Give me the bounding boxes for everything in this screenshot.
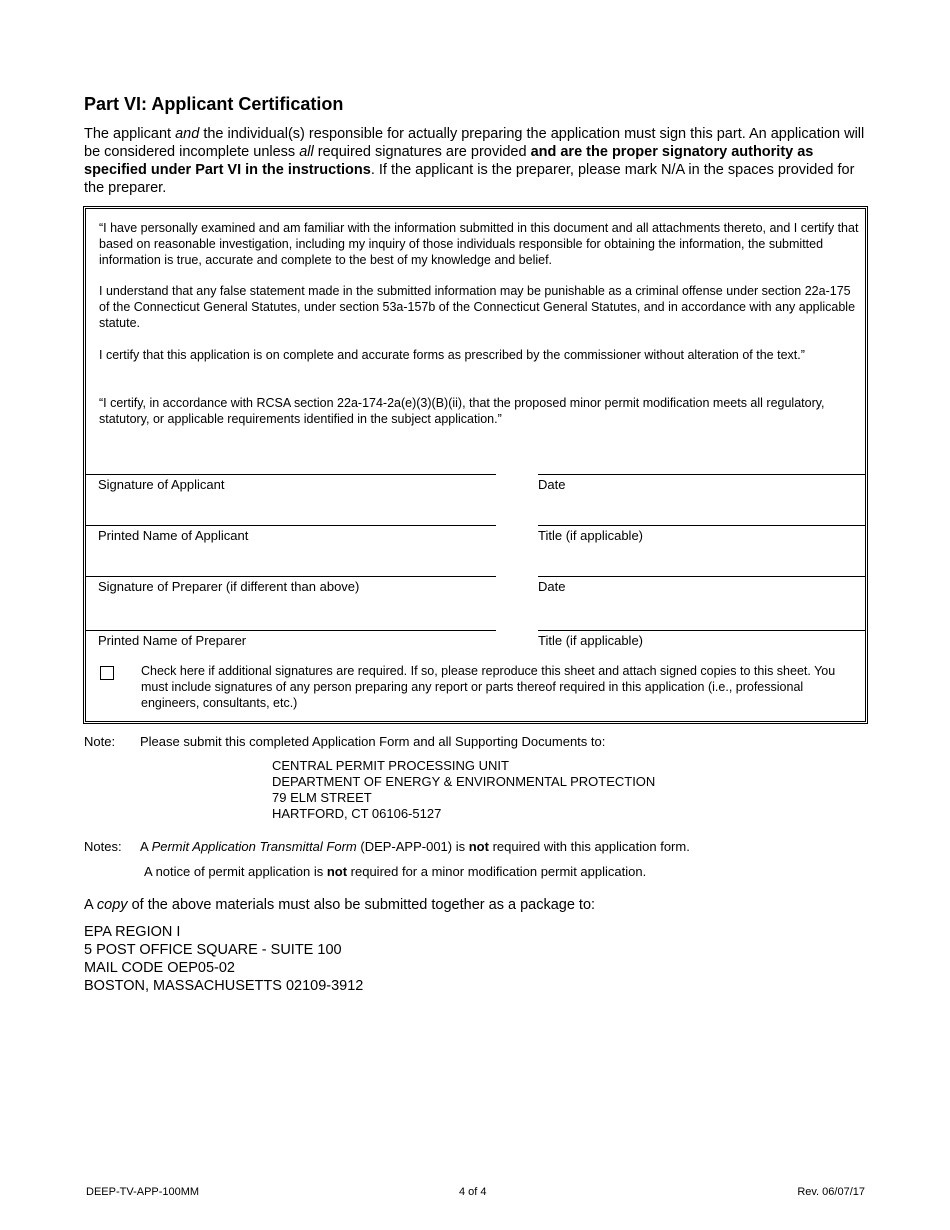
applicant-date-field[interactable] — [538, 474, 865, 493]
epa-address-line: BOSTON, MASSACHUSETTS 02109-3912 — [84, 978, 364, 994]
preparer-name-field[interactable] — [86, 630, 496, 649]
notes-item-1: A Permit Application Transmittal Form (DEP-APP-001) is not required with this application form. — [140, 839, 690, 854]
certification-statement-2: I understand that any false statement made in the submitted information may be punishable as a criminal offense under section 22a-175 of the Connecticut General Statutes, under section 53a-157b of the Connecticut General Statutes, and in accordance with any applicable statute. — [99, 284, 856, 330]
notes-item-2: A notice of permit application is not required for a minor modification permit application. — [144, 864, 647, 879]
notes-label: Notes: — [84, 839, 122, 854]
certification-statement-4: “I certify, in accordance with RCSA section 22a-174-2a(e)(3)(B)(ii), that the proposed minor permit modification meets all regulatory, statutory, or applicable requirements identified in the subject application.” — [99, 396, 825, 426]
additional-signatures-text: Check here if additional signatures are required. If so, please reproduce this sheet and attach signed copies to this sheet. You must include signatures of any person preparing any report or parts thereof required in this application (i.e., professional engineers, consultants, etc.) — [141, 664, 836, 710]
certification-box — [83, 206, 868, 724]
footer-page-number: 4 of 4 — [459, 1186, 487, 1198]
epa-address-line: EPA REGION I — [84, 924, 181, 940]
epa-address-line: 5 POST OFFICE SQUARE - SUITE 100 — [84, 942, 342, 958]
applicant-title-label: Title (if applicable) — [538, 528, 644, 543]
footer-revision: Rev. 06/07/17 — [797, 1186, 865, 1198]
preparer-signature-field[interactable] — [86, 576, 496, 595]
applicant-signature-field[interactable] — [86, 474, 496, 493]
address-line: HARTFORD, CT 06106-5127 — [272, 806, 442, 821]
applicant-signature-label: Signature of Applicant — [98, 477, 225, 492]
applicant-name-label: Printed Name of Applicant — [98, 528, 249, 543]
preparer-title-field[interactable] — [538, 630, 865, 649]
preparer-name-label: Printed Name of Preparer — [98, 633, 247, 648]
certification-statement-3: I certify that this application is on complete and accurate forms as prescribed by the commissioner without alteration of the text.” — [99, 348, 805, 362]
epa-address-line: MAIL CODE OEP05-02 — [84, 960, 235, 976]
deep-mailing-address — [272, 758, 655, 822]
note-text: Please submit this completed Application Form and all Supporting Documents to: — [140, 734, 606, 749]
applicant-date-label: Date — [538, 477, 566, 492]
address-line: DEPARTMENT OF ENERGY & ENVIRONMENTAL PROTECTION — [272, 774, 656, 789]
certification-statement-1: “I have personally examined and am familiar with the information submitted in this document and all attachments thereto, and I certify that based on reasonable investigation, including my inquiry of those individuals responsible for obtaining the information, the submitted information is true, accurate and complete to the best of my knowledge and belief. — [99, 221, 859, 267]
preparer-title-label: Title (if applicable) — [538, 633, 644, 648]
footer-form-id: DEEP-TV-APP-100MM — [86, 1186, 200, 1198]
page-title: Part VI: Applicant Certification — [84, 94, 344, 114]
preparer-date-label: Date — [538, 579, 566, 594]
address-line: CENTRAL PERMIT PROCESSING UNIT — [272, 758, 509, 773]
note-label: Note: — [84, 734, 116, 749]
additional-signatures-checkbox[interactable] — [100, 666, 114, 680]
preparer-date-field[interactable] — [538, 576, 865, 595]
epa-mailing-address — [84, 923, 363, 995]
address-line: 79 ELM STREET — [272, 790, 372, 805]
preparer-signature-label: Signature of Preparer (if different than above) — [98, 579, 360, 594]
intro-paragraph: The applicant and the individual(s) responsible for actually preparing the application must sign this part. An application will be considered incomplete unless all required signatures are provided and are the proper signatory authority as specified under Part VI in the instructions. If the applicant is the preparer, please mark N/A in the spaces provided for the preparer. — [84, 126, 865, 196]
applicant-title-field[interactable] — [538, 525, 865, 544]
applicant-name-field[interactable] — [86, 525, 496, 544]
copy-instruction: A copy of the above materials must also be submitted together as a package to: — [84, 897, 596, 913]
